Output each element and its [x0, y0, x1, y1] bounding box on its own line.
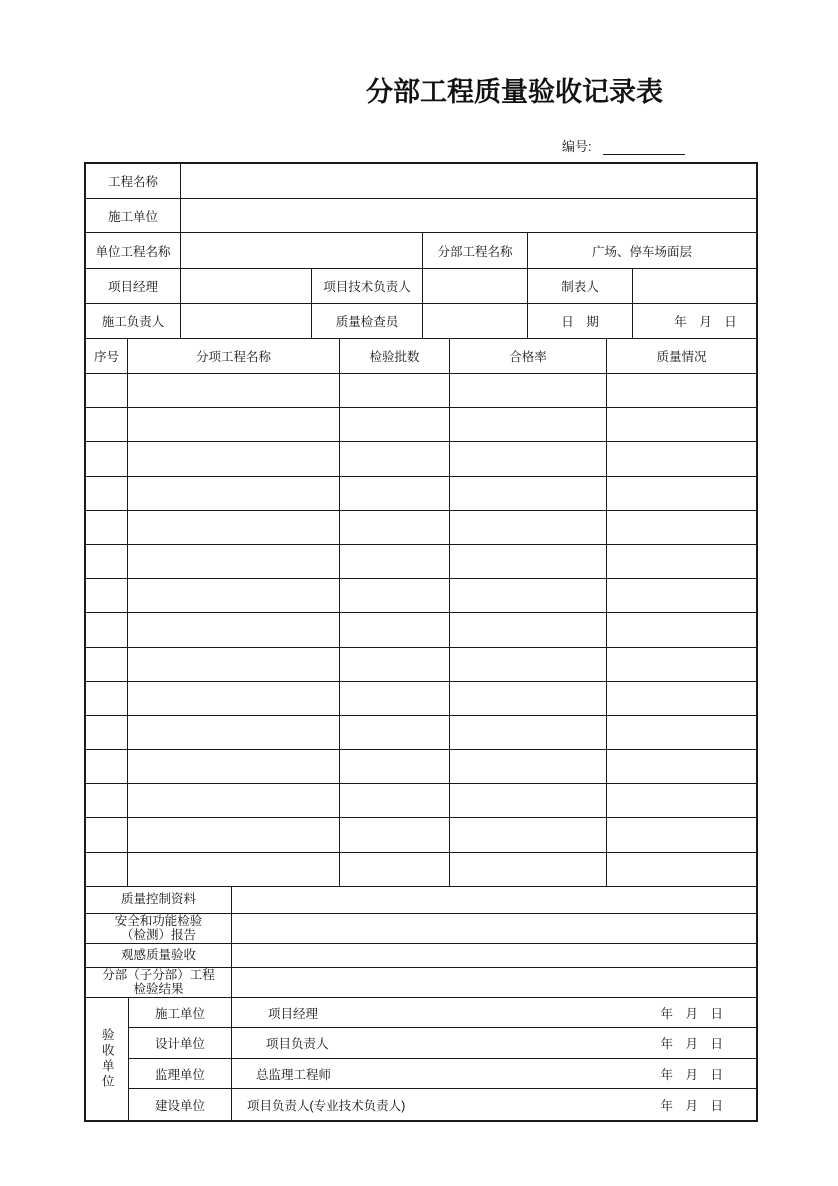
- cell-subproject: [128, 818, 340, 851]
- cell-subproject: [128, 750, 340, 783]
- cell-subproject: [128, 408, 340, 441]
- cell-subproject: [128, 613, 340, 646]
- project-manager-value: [181, 269, 312, 303]
- cell-quality: [607, 511, 756, 544]
- cell-batches: [340, 818, 450, 851]
- parts-grid-empty-row: [86, 716, 756, 750]
- cell-seq: [86, 579, 128, 612]
- parts-grid-empty-row: [86, 853, 756, 887]
- safety-function-report-value: [232, 914, 756, 943]
- label-line: （检测）报告: [120, 928, 196, 943]
- date-label: 日 期: [528, 304, 633, 338]
- cell-quality: [607, 648, 756, 681]
- construction-unit-label: 施工单位: [86, 199, 181, 232]
- col-header-seq: 序号: [86, 339, 128, 373]
- form-number-label: 编号:: [562, 139, 592, 154]
- sign-date: 年 月 日: [660, 1037, 723, 1052]
- cell-pass-rate: [450, 750, 607, 783]
- row-supervision-unit-sign: [129, 1059, 756, 1090]
- row-inspection-result: [86, 968, 756, 998]
- unit-label: 建设单位: [129, 1089, 232, 1120]
- cell-quality: [607, 579, 756, 612]
- signer-cell: [232, 998, 756, 1028]
- quality-inspector-value: [423, 304, 528, 338]
- cell-seq: [86, 477, 128, 510]
- label-line: 质量控制资料: [120, 892, 196, 907]
- parts-grid-empty-row: [86, 511, 756, 545]
- parts-grid-empty-row: [86, 784, 756, 818]
- document-title: 分部工程质量验收记录表: [366, 77, 663, 107]
- cell-pass-rate: [450, 374, 607, 407]
- cell-batches: [340, 853, 450, 886]
- parts-grid-empty-row: [86, 648, 756, 682]
- cell-subproject: [128, 784, 340, 817]
- signer-cell: [232, 1089, 756, 1120]
- cell-pass-rate: [450, 408, 607, 441]
- cell-batches: [340, 682, 450, 715]
- visual-quality-value: [232, 944, 756, 967]
- cell-quality: [607, 682, 756, 715]
- cell-seq: [86, 545, 128, 578]
- technical-director-value: [423, 269, 528, 303]
- visual-quality-label: [86, 944, 232, 967]
- sign-date: 年 月 日: [660, 1006, 723, 1021]
- unit-label: 设计单位: [129, 1028, 232, 1058]
- cell-seq: [86, 374, 128, 407]
- cell-quality: [607, 477, 756, 510]
- row-safety-function-report: [86, 914, 756, 944]
- cell-quality: [607, 853, 756, 886]
- cell-quality: [607, 613, 756, 646]
- cell-seq: [86, 716, 128, 749]
- row-construction-unit-sign: [129, 998, 756, 1029]
- parts-grid-empty-row: [86, 442, 756, 476]
- cell-subproject: [128, 853, 340, 886]
- form-number: [562, 136, 685, 155]
- division-project-name-label: 分部工程名称: [423, 233, 528, 268]
- label-line: 分部（子分部）工程: [102, 967, 215, 982]
- row-project-name: [86, 164, 756, 199]
- cell-subproject: [128, 545, 340, 578]
- cell-quality: [607, 408, 756, 441]
- cell-pass-rate: [450, 511, 607, 544]
- parts-grid-empty-row: [86, 477, 756, 511]
- parts-grid-empty-row: [86, 374, 756, 408]
- cell-quality: [607, 442, 756, 475]
- cell-batches: [340, 648, 450, 681]
- cell-pass-rate: [450, 579, 607, 612]
- form-preparer-label: 制表人: [528, 269, 633, 303]
- cell-batches: [340, 442, 450, 475]
- row-owner-unit-sign: [129, 1089, 756, 1120]
- unit-project-name-value: [181, 233, 423, 268]
- inspection-result-value: [232, 968, 756, 997]
- signer-title: 项目经理: [268, 1006, 319, 1021]
- cell-batches: [340, 579, 450, 612]
- cell-quality: [607, 750, 756, 783]
- signer-title: 项目负责人(专业技术负责人): [247, 1098, 406, 1113]
- project-name-value: [181, 164, 756, 198]
- acceptance-units-group-label: [86, 998, 129, 1120]
- cell-pass-rate: [450, 613, 607, 646]
- cell-quality: [607, 374, 756, 407]
- cell-quality: [607, 784, 756, 817]
- construction-director-value: [181, 304, 312, 338]
- signer-cell: [232, 1059, 756, 1089]
- cell-seq: [86, 613, 128, 646]
- cell-batches: [340, 511, 450, 544]
- cell-seq: [86, 408, 128, 441]
- row-construction-unit: [86, 199, 756, 233]
- label-line: 观感质量验收: [120, 947, 196, 962]
- cell-seq: [86, 818, 128, 851]
- row-construction-director: [86, 304, 756, 339]
- quality-control-docs-value: [232, 887, 756, 913]
- cell-batches: [340, 716, 450, 749]
- parts-grid-empty-row: [86, 579, 756, 613]
- cell-batches: [340, 477, 450, 510]
- cell-quality: [607, 818, 756, 851]
- row-visual-quality: [86, 944, 756, 968]
- construction-director-label: 施工负责人: [86, 304, 181, 338]
- parts-grid-empty-row: [86, 818, 756, 852]
- col-header-subproject: 分项工程名称: [128, 339, 340, 373]
- signer-cell: [232, 1028, 756, 1058]
- parts-grid-empty-row: [86, 408, 756, 442]
- acceptance-unit-rows: [129, 998, 756, 1120]
- parts-grid-empty-row: [86, 682, 756, 716]
- inspection-result-label: [86, 968, 232, 997]
- cell-pass-rate: [450, 477, 607, 510]
- cell-seq: [86, 682, 128, 715]
- col-header-batches: 检验批数: [340, 339, 450, 373]
- cell-seq: [86, 853, 128, 886]
- technical-director-label: 项目技术负责人: [312, 269, 423, 303]
- cell-pass-rate: [450, 648, 607, 681]
- cell-subproject: [128, 579, 340, 612]
- cell-subproject: [128, 477, 340, 510]
- cell-seq: [86, 750, 128, 783]
- cell-batches: [340, 750, 450, 783]
- cell-subproject: [128, 716, 340, 749]
- cell-quality: [607, 716, 756, 749]
- cell-batches: [340, 374, 450, 407]
- division-project-name-value: 广场、停车场面层: [591, 244, 692, 259]
- unit-label: 施工单位: [129, 998, 232, 1028]
- project-name-label: 工程名称: [86, 164, 181, 198]
- cell-seq: [86, 442, 128, 475]
- row-project-manager: [86, 269, 756, 304]
- row-quality-control-docs: [86, 887, 756, 914]
- label-line: 安全和功能检验: [114, 913, 203, 928]
- cell-pass-rate: [450, 853, 607, 886]
- sign-date: 年 月 日: [660, 1098, 723, 1113]
- label-line: 检验结果: [133, 982, 184, 997]
- cell-batches: [340, 784, 450, 817]
- unit-label: 监理单位: [129, 1059, 232, 1089]
- cell-pass-rate: [450, 784, 607, 817]
- cell-subproject: [128, 374, 340, 407]
- date-value: 年 月 日: [674, 315, 737, 329]
- cell-seq: [86, 648, 128, 681]
- cell-batches: [340, 613, 450, 646]
- cell-pass-rate: [450, 682, 607, 715]
- parts-grid-empty-row: [86, 545, 756, 579]
- quality-control-docs-label: [86, 887, 232, 913]
- sign-date: 年 月 日: [660, 1067, 723, 1082]
- cell-batches: [340, 545, 450, 578]
- project-manager-label: 项目经理: [86, 269, 181, 303]
- vertical-label: 验收单位: [100, 1027, 115, 1090]
- row-design-unit-sign: [129, 1028, 756, 1059]
- signer-title: 项目负责人: [266, 1037, 329, 1052]
- parts-grid-empty-row: [86, 750, 756, 784]
- acceptance-record-table: [84, 162, 758, 1122]
- cell-subproject: [128, 442, 340, 475]
- cell-seq: [86, 511, 128, 544]
- cell-quality: [607, 545, 756, 578]
- cell-subproject: [128, 682, 340, 715]
- parts-grid-header: [86, 339, 756, 374]
- cell-subproject: [128, 648, 340, 681]
- quality-inspector-label: 质量检查员: [312, 304, 423, 338]
- construction-unit-value: [181, 199, 756, 232]
- unit-project-name-label: 单位工程名称: [86, 233, 181, 268]
- col-header-pass-rate: 合格率: [450, 339, 607, 373]
- cell-seq: [86, 784, 128, 817]
- cell-pass-rate: [450, 545, 607, 578]
- form-number-blank: [603, 139, 685, 155]
- safety-function-report-label: [86, 914, 232, 943]
- parts-grid-empty-row: [86, 613, 756, 647]
- form-preparer-value: [633, 269, 756, 303]
- cell-subproject: [128, 511, 340, 544]
- cell-pass-rate: [450, 716, 607, 749]
- cell-pass-rate: [450, 818, 607, 851]
- acceptance-units-block: [86, 998, 756, 1120]
- cell-batches: [340, 408, 450, 441]
- row-unit-project: [86, 233, 756, 269]
- cell-pass-rate: [450, 442, 607, 475]
- col-header-quality: 质量情况: [656, 350, 707, 364]
- signer-title: 总监理工程师: [256, 1067, 332, 1082]
